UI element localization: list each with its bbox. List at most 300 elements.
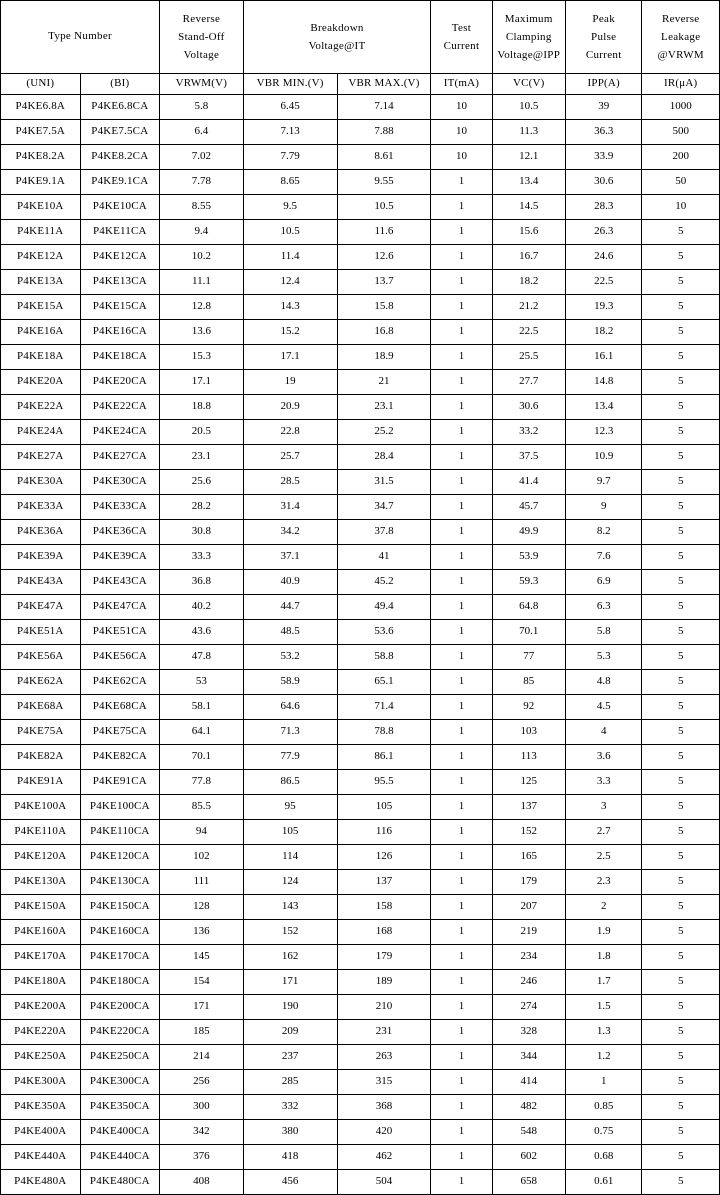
table-cell: 5 — [642, 1095, 720, 1120]
table-cell: 10 — [431, 120, 492, 145]
table-cell: 1 — [431, 945, 492, 970]
table-cell: 368 — [337, 1095, 431, 1120]
table-cell: P4KE56A — [1, 645, 81, 670]
table-cell: 0.75 — [565, 1120, 641, 1145]
table-cell: 11.6 — [337, 220, 431, 245]
table-cell: 31.4 — [243, 495, 337, 520]
table-cell: 158 — [337, 895, 431, 920]
table-row — [1, 745, 720, 770]
table-cell: 45.2 — [337, 570, 431, 595]
table-cell: P4KE62A — [1, 670, 81, 695]
table-cell: 5 — [642, 320, 720, 345]
table-cell: P4KE91CA — [80, 770, 160, 795]
table-cell: 1 — [431, 1095, 492, 1120]
table-cell: P4KE68CA — [80, 695, 160, 720]
table-cell: P4KE10CA — [80, 195, 160, 220]
table-cell: 8.55 — [160, 195, 244, 220]
table-cell: 5 — [642, 245, 720, 270]
table-cell: 5 — [642, 745, 720, 770]
table-cell: 5 — [642, 820, 720, 845]
table-cell: 1 — [431, 320, 492, 345]
table-cell: 5 — [642, 620, 720, 645]
table-cell: 162 — [243, 945, 337, 970]
table-row — [1, 670, 720, 695]
table-cell: 5 — [642, 995, 720, 1020]
table-cell: 18.8 — [160, 395, 244, 420]
table-cell: 59.3 — [492, 570, 565, 595]
table-cell: 1 — [431, 395, 492, 420]
table-cell: 25.6 — [160, 470, 244, 495]
table-cell: 9.5 — [243, 195, 337, 220]
table-row — [1, 495, 720, 520]
table-cell: 25.5 — [492, 345, 565, 370]
table-cell: 70.1 — [492, 620, 565, 645]
table-cell: 1 — [431, 1145, 492, 1170]
table-cell: 39 — [565, 95, 641, 120]
table-cell: 65.1 — [337, 670, 431, 695]
table-row — [1, 145, 720, 170]
table-cell: 548 — [492, 1120, 565, 1145]
table-cell: 37.5 — [492, 445, 565, 470]
table-cell: 0.85 — [565, 1095, 641, 1120]
table-cell: 25.7 — [243, 445, 337, 470]
table-cell: 53.6 — [337, 620, 431, 645]
table-cell: 152 — [243, 920, 337, 945]
table-cell: P4KE11A — [1, 220, 81, 245]
header-peak-pulse-line-2: Pulse — [591, 31, 617, 43]
table-cell: 1 — [431, 170, 492, 195]
table-cell: 53.2 — [243, 645, 337, 670]
subheader-vrwm: VRWM(V) — [160, 74, 244, 95]
table-cell: 34.2 — [243, 520, 337, 545]
table-cell: P4KE300A — [1, 1070, 81, 1095]
table-row — [1, 245, 720, 270]
table-cell: 2 — [565, 895, 641, 920]
table-cell: 86.1 — [337, 745, 431, 770]
table-cell: 10.5 — [337, 195, 431, 220]
table-cell: 1 — [431, 1120, 492, 1145]
table-row — [1, 1020, 720, 1045]
table-cell: P4KE100A — [1, 795, 81, 820]
table-cell: 1 — [431, 195, 492, 220]
table-cell: 1.8 — [565, 945, 641, 970]
table-cell: P4KE480CA — [80, 1170, 160, 1195]
table-cell: P4KE480A — [1, 1170, 81, 1195]
table-cell: 36.8 — [160, 570, 244, 595]
table-cell: 5 — [642, 1120, 720, 1145]
table-cell: 5 — [642, 1020, 720, 1045]
table-cell: 328 — [492, 1020, 565, 1045]
table-cell: 1 — [431, 920, 492, 945]
table-cell: P4KE130CA — [80, 870, 160, 895]
table-cell: 70.1 — [160, 745, 244, 770]
subheader-vbr-max: VBR MAX.(V) — [337, 74, 431, 95]
table-cell: 58.1 — [160, 695, 244, 720]
header-test-current-line-1: Test — [451, 22, 472, 34]
table-cell: P4KE18A — [1, 345, 81, 370]
table-cell: 137 — [492, 795, 565, 820]
table-cell: 200 — [642, 145, 720, 170]
table-row — [1, 345, 720, 370]
table-cell: 94 — [160, 820, 244, 845]
table-body — [1, 95, 720, 1195]
table-cell: 482 — [492, 1095, 565, 1120]
table-cell: P4KE8.2CA — [80, 145, 160, 170]
table-cell: P4KE440CA — [80, 1145, 160, 1170]
table-cell: 33.9 — [565, 145, 641, 170]
table-cell: 1 — [431, 1170, 492, 1195]
table-cell: 5 — [642, 1045, 720, 1070]
table-cell: 30.8 — [160, 520, 244, 545]
table-cell: 16.8 — [337, 320, 431, 345]
table-cell: 7.02 — [160, 145, 244, 170]
subheader-uni: (UNI) — [1, 74, 81, 95]
table-cell: 13.7 — [337, 270, 431, 295]
table-cell: 1 — [431, 295, 492, 320]
table-cell: 71.4 — [337, 695, 431, 720]
table-cell: 4.8 — [565, 670, 641, 695]
table-cell: 1 — [431, 970, 492, 995]
table-cell: 15.3 — [160, 345, 244, 370]
table-cell: 1.7 — [565, 970, 641, 995]
table-row — [1, 395, 720, 420]
table-cell: 50 — [642, 170, 720, 195]
table-cell: P4KE110A — [1, 820, 81, 845]
table-cell: 5 — [642, 695, 720, 720]
table-cell: 23.1 — [337, 395, 431, 420]
table-cell: 8.61 — [337, 145, 431, 170]
table-cell: 3.6 — [565, 745, 641, 770]
table-cell: 3.3 — [565, 770, 641, 795]
table-cell: 49.9 — [492, 520, 565, 545]
table-cell: 1 — [431, 645, 492, 670]
table-row — [1, 620, 720, 645]
table-cell: 18.2 — [492, 270, 565, 295]
table-cell: 2.3 — [565, 870, 641, 895]
table-cell: 64.6 — [243, 695, 337, 720]
table-cell: 22.5 — [565, 270, 641, 295]
table-cell: 12.8 — [160, 295, 244, 320]
table-cell: P4KE12A — [1, 245, 81, 270]
table-row — [1, 945, 720, 970]
table-cell: 246 — [492, 970, 565, 995]
table-cell: 16.7 — [492, 245, 565, 270]
header-breakdown-line-1: Breakdown — [310, 22, 364, 34]
table-cell: 30.6 — [565, 170, 641, 195]
table-cell: 6.9 — [565, 570, 641, 595]
table-cell: P4KE24CA — [80, 420, 160, 445]
header-reverse-leakage — [642, 1, 720, 74]
table-cell: 124 — [243, 870, 337, 895]
table-cell: 1 — [565, 1070, 641, 1095]
table-row — [1, 195, 720, 220]
table-cell: 58.9 — [243, 670, 337, 695]
table-cell: P4KE51CA — [80, 620, 160, 645]
table-cell: 3 — [565, 795, 641, 820]
table-cell: 1 — [431, 470, 492, 495]
table-cell: 7.13 — [243, 120, 337, 145]
table-cell: P4KE120CA — [80, 845, 160, 870]
table-cell: 43.6 — [160, 620, 244, 645]
table-cell: P4KE300CA — [80, 1070, 160, 1095]
table-row — [1, 870, 720, 895]
table-cell: 7.14 — [337, 95, 431, 120]
table-cell: 300 — [160, 1095, 244, 1120]
table-cell: 456 — [243, 1170, 337, 1195]
table-row — [1, 595, 720, 620]
table-cell: 33.3 — [160, 545, 244, 570]
table-cell: 37.1 — [243, 545, 337, 570]
table-row — [1, 770, 720, 795]
table-cell: 219 — [492, 920, 565, 945]
table-row — [1, 470, 720, 495]
table-cell: 1 — [431, 245, 492, 270]
table-cell: 53.9 — [492, 545, 565, 570]
table-cell: 41 — [337, 545, 431, 570]
table-cell: 22.8 — [243, 420, 337, 445]
table-row — [1, 820, 720, 845]
table-cell: 6.4 — [160, 120, 244, 145]
table-cell: 18.9 — [337, 345, 431, 370]
table-cell: 92 — [492, 695, 565, 720]
table-cell: 34.7 — [337, 495, 431, 520]
table-cell: 30.6 — [492, 395, 565, 420]
table-cell: 40.9 — [243, 570, 337, 595]
table-cell: 5 — [642, 520, 720, 545]
table-cell: 5 — [642, 645, 720, 670]
table-row — [1, 695, 720, 720]
table-cell: 6.3 — [565, 595, 641, 620]
table-cell: 77.9 — [243, 745, 337, 770]
table-cell: 1 — [431, 595, 492, 620]
table-cell: 1 — [431, 820, 492, 845]
table-cell: P4KE350CA — [80, 1095, 160, 1120]
table-cell: 14.8 — [565, 370, 641, 395]
table-cell: P4KE30A — [1, 470, 81, 495]
table-cell: 658 — [492, 1170, 565, 1195]
table-cell: 1 — [431, 570, 492, 595]
table-cell: P4KE16CA — [80, 320, 160, 345]
table-cell: P4KE250CA — [80, 1045, 160, 1070]
table-cell: P4KE36A — [1, 520, 81, 545]
subheader-it: IT(mA) — [431, 74, 492, 95]
table-cell: 95 — [243, 795, 337, 820]
table-cell: 5 — [642, 945, 720, 970]
table-cell: P4KE30CA — [80, 470, 160, 495]
table-cell: 113 — [492, 745, 565, 770]
table-cell: 332 — [243, 1095, 337, 1120]
table-cell: 462 — [337, 1145, 431, 1170]
table-row — [1, 570, 720, 595]
table-cell: 179 — [337, 945, 431, 970]
table-cell: 1 — [431, 420, 492, 445]
table-cell: P4KE75A — [1, 720, 81, 745]
table-cell: 10.5 — [492, 95, 565, 120]
table-cell: 376 — [160, 1145, 244, 1170]
header-row-units — [1, 74, 720, 95]
table-cell: 145 — [160, 945, 244, 970]
table-cell: P4KE27CA — [80, 445, 160, 470]
table-cell: P4KE120A — [1, 845, 81, 870]
table-cell: P4KE400CA — [80, 1120, 160, 1145]
table-cell: 1 — [431, 620, 492, 645]
header-reverse-standoff-line-2: Stand-Off — [178, 31, 225, 43]
table-row — [1, 845, 720, 870]
table-cell: 11.1 — [160, 270, 244, 295]
table-cell: 2.7 — [565, 820, 641, 845]
table-cell: P4KE200CA — [80, 995, 160, 1020]
table-cell: P4KE180A — [1, 970, 81, 995]
table-cell: P4KE39CA — [80, 545, 160, 570]
table-row — [1, 320, 720, 345]
table-cell: 179 — [492, 870, 565, 895]
table-cell: P4KE8.2A — [1, 145, 81, 170]
header-peak-pulse-line-3: Current — [585, 49, 622, 61]
table-cell: 10 — [431, 95, 492, 120]
table-cell: 315 — [337, 1070, 431, 1095]
table-cell: P4KE15CA — [80, 295, 160, 320]
table-cell: P4KE16A — [1, 320, 81, 345]
table-row — [1, 420, 720, 445]
table-cell: P4KE39A — [1, 545, 81, 570]
table-cell: 28.5 — [243, 470, 337, 495]
table-cell: P4KE110CA — [80, 820, 160, 845]
table-cell: P4KE9.1CA — [80, 170, 160, 195]
table-cell: 10.2 — [160, 245, 244, 270]
table-cell: 14.5 — [492, 195, 565, 220]
table-cell: 10.5 — [243, 220, 337, 245]
table-cell: 15.6 — [492, 220, 565, 245]
table-row — [1, 270, 720, 295]
table-cell: P4KE75CA — [80, 720, 160, 745]
table-cell: 5 — [642, 395, 720, 420]
table-cell: P4KE7.5A — [1, 120, 81, 145]
table-cell: P4KE6.8A — [1, 95, 81, 120]
table-cell: 95.5 — [337, 770, 431, 795]
table-cell: 1 — [431, 995, 492, 1020]
table-cell: 418 — [243, 1145, 337, 1170]
table-cell: P4KE33A — [1, 495, 81, 520]
table-cell: 5 — [642, 420, 720, 445]
header-peak-pulse-current — [565, 1, 641, 74]
table-cell: 13.4 — [492, 170, 565, 195]
table-cell: 1 — [431, 895, 492, 920]
table-cell: P4KE33CA — [80, 495, 160, 520]
table-cell: 27.7 — [492, 370, 565, 395]
table-cell: 7.78 — [160, 170, 244, 195]
table-cell: P4KE51A — [1, 620, 81, 645]
table-cell: 0.68 — [565, 1145, 641, 1170]
table-cell: 31.5 — [337, 470, 431, 495]
table-cell: 128 — [160, 895, 244, 920]
table-cell: 53 — [160, 670, 244, 695]
table-cell: 47.8 — [160, 645, 244, 670]
table-cell: P4KE180CA — [80, 970, 160, 995]
table-cell: P4KE68A — [1, 695, 81, 720]
table-cell: 10.9 — [565, 445, 641, 470]
table-cell: 49.4 — [337, 595, 431, 620]
table-cell: 420 — [337, 1120, 431, 1145]
table-cell: 20.9 — [243, 395, 337, 420]
table-cell: 12.3 — [565, 420, 641, 445]
table-cell: P4KE11CA — [80, 220, 160, 245]
table-cell: 137 — [337, 870, 431, 895]
table-cell: 4.5 — [565, 695, 641, 720]
table-cell: 85.5 — [160, 795, 244, 820]
table-row — [1, 295, 720, 320]
table-cell: 5 — [642, 345, 720, 370]
table-cell: 21.2 — [492, 295, 565, 320]
subheader-vbr-min: VBR MIN.(V) — [243, 74, 337, 95]
table-cell: P4KE22A — [1, 395, 81, 420]
table-cell: P4KE250A — [1, 1045, 81, 1070]
table-cell: P4KE91A — [1, 770, 81, 795]
table-cell: 5 — [642, 545, 720, 570]
header-breakdown-line-2: Voltage@IT — [308, 40, 366, 52]
table-cell: P4KE170A — [1, 945, 81, 970]
table-cell: 171 — [243, 970, 337, 995]
table-cell: 5.8 — [160, 95, 244, 120]
table-cell: 5 — [642, 595, 720, 620]
table-row — [1, 170, 720, 195]
table-row — [1, 1120, 720, 1145]
table-cell: 15.8 — [337, 295, 431, 320]
header-reverse-leakage-line-2: Leakage — [661, 31, 701, 43]
table-cell: 23.1 — [160, 445, 244, 470]
table-row — [1, 995, 720, 1020]
table-cell: 111 — [160, 870, 244, 895]
table-cell: P4KE47A — [1, 595, 81, 620]
table-cell: P4KE150CA — [80, 895, 160, 920]
table-cell: 9 — [565, 495, 641, 520]
table-cell: P4KE130A — [1, 870, 81, 895]
table-cell: 1 — [431, 445, 492, 470]
table-cell: 37.8 — [337, 520, 431, 545]
table-cell: 1 — [431, 1045, 492, 1070]
table-cell: P4KE43CA — [80, 570, 160, 595]
table-cell: 1000 — [642, 95, 720, 120]
table-cell: 5 — [642, 445, 720, 470]
table-cell: 5 — [642, 1170, 720, 1195]
table-cell: 1 — [431, 870, 492, 895]
table-cell: 12.1 — [492, 145, 565, 170]
header-max-clamping-line-3: Voltage@IPP — [497, 49, 561, 61]
table-cell: 5 — [642, 270, 720, 295]
table-cell: 207 — [492, 895, 565, 920]
table-cell: P4KE160A — [1, 920, 81, 945]
table-cell: 5 — [642, 220, 720, 245]
table-cell: 504 — [337, 1170, 431, 1195]
table-cell: P4KE220CA — [80, 1020, 160, 1045]
header-reverse-standoff-line-1: Reverse — [182, 13, 221, 25]
table-cell: 165 — [492, 845, 565, 870]
table-cell: 2.5 — [565, 845, 641, 870]
table-row — [1, 1095, 720, 1120]
table-cell: 71.3 — [243, 720, 337, 745]
table-cell: 168 — [337, 920, 431, 945]
table-cell: 78.8 — [337, 720, 431, 745]
table-cell: 28.3 — [565, 195, 641, 220]
table-row — [1, 795, 720, 820]
header-test-current — [431, 1, 492, 74]
table-cell: 1 — [431, 1070, 492, 1095]
table-cell: 103 — [492, 720, 565, 745]
table-cell: 48.5 — [243, 620, 337, 645]
table-cell: 143 — [243, 895, 337, 920]
table-cell: 40.2 — [160, 595, 244, 620]
table-cell: 1 — [431, 495, 492, 520]
table-cell: 1.5 — [565, 995, 641, 1020]
